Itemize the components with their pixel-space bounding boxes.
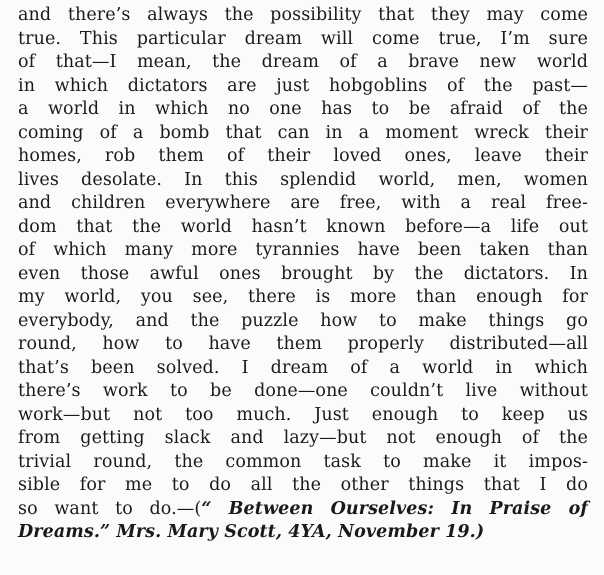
text-line: lives desolate. In this splendid world, men, women [18, 169, 588, 190]
text-line: and there’s always the possibility that they may come [18, 5, 588, 25]
text-line-citation-end [18, 521, 588, 545]
text-line: coming of a bomb that can in a moment wreck their [18, 122, 588, 143]
text-line: there’s work to be done—one couldn’t live without [18, 381, 588, 401]
text-line: and children everywhere are free, with a real free- [18, 193, 588, 213]
text-line: trivial round, the common task to make it impos- [18, 451, 588, 472]
text-line: everybody, and the puzzle how to make things go [18, 310, 588, 331]
text-line: of that—I mean, the dream of a brave new world [18, 52, 588, 72]
text-line: work—but not too much. Just enough to keep us [18, 404, 588, 425]
text-line: my world, you see, there is more than enough for [18, 287, 588, 307]
text-line: sible for me to do all the other things that I do [18, 475, 588, 495]
text-line: homes, rob them of their loved ones, leave their [18, 146, 588, 166]
article-text [18, 4, 588, 545]
text-line: a world in which no one has to be afraid of the [18, 99, 588, 119]
text-line: of which many more tyrannies have been taken than [18, 240, 588, 260]
text-line: even those awful ones brought by the dictators. In [18, 263, 588, 284]
citation-part-2: Dreams.” Mrs. Mary Scott, 4YA, November 19.) [18, 522, 485, 542]
citation-part-1: “ Between Ourselves: In Praise of [201, 498, 588, 519]
text-line: round, how to have them properly distributed—all [18, 334, 588, 354]
text-line: true. This particular dream will come true, I’m sure [18, 28, 588, 49]
text-line-citation-start [18, 498, 588, 522]
text-line: dom that the world hasn’t known before—a life out [18, 216, 588, 237]
text-line: in which dictators are just hobgoblins of the past— [18, 75, 588, 96]
text-line: from getting slack and lazy—but not enough of the [18, 428, 588, 448]
text-line: that’s been solved. I dream of a world in which [18, 357, 588, 378]
text-fragment: so want to do.—( [18, 498, 202, 519]
